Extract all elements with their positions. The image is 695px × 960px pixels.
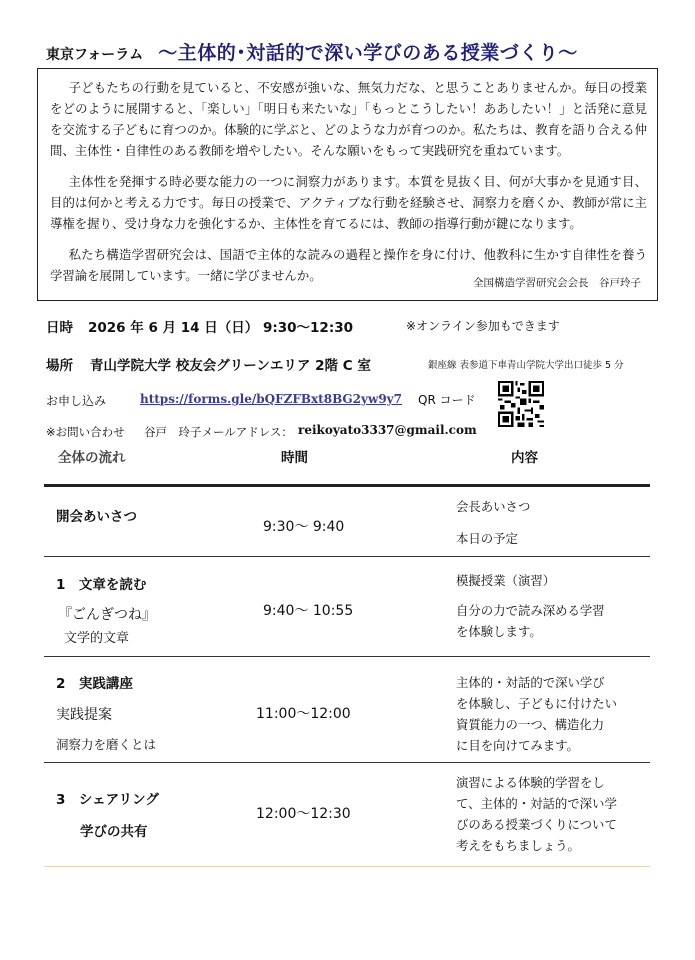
row4-content-line: 演習による体験的学習をし bbox=[456, 775, 605, 790]
row3-content-line: に目を向けてみます。 bbox=[456, 738, 579, 753]
row1-content bbox=[456, 496, 530, 549]
row2-content-line: を体験します。 bbox=[456, 624, 542, 639]
row3-note: 洞察力を磨くとは bbox=[56, 737, 157, 752]
row2-note: 文学的文章 bbox=[64, 631, 130, 646]
header-time: 時間 bbox=[281, 450, 308, 466]
table-bottom-rule bbox=[44, 866, 650, 867]
row-divider bbox=[44, 556, 650, 557]
row2-subtitle: 『ごんぎつね』 bbox=[58, 607, 156, 623]
row2-content bbox=[456, 570, 605, 642]
row1-time: 9:30〜 9:40 bbox=[263, 519, 345, 535]
row3-content-line: 資質能力の一つ、構造化力 bbox=[456, 717, 605, 732]
intro-box bbox=[37, 68, 658, 301]
row1-content-line: 本日の予定 bbox=[456, 531, 518, 546]
contact-name: 谷戸 玲子メールアドレス： bbox=[144, 425, 293, 439]
header-flow: 全体の流れ bbox=[58, 450, 126, 466]
intro-paragraph-1: 子どもたちの行動を見ていると、不安感が強いな、無気力だな、と思うことありませんか。毎日の授業をどのように展開すると、「楽しい」「明日も来たいな」「もっとこうしたい！ああしたい！」と活発に意見を交流する子どもに育つのか。体験的に学ぶと、どのような力が育つのか。私たちは、教育を語り合える仲間、主体性・自律性のある教師を増やしたい。そんな願いをもって実践研究を重ねています。 bbox=[50, 80, 647, 158]
row4-subtitle: 学びの共有 bbox=[80, 824, 148, 840]
header-content: 内容 bbox=[511, 450, 538, 466]
apply-link[interactable]: https://forms.gle/bQFZFBxt8BG2yw9y7 bbox=[140, 392, 403, 406]
row3-subtitle: 実践提案 bbox=[56, 707, 112, 723]
row4-content-line: びのある授業づくりについて bbox=[456, 817, 617, 832]
date-value: 2026 年 6 月 14 日（日） 9:30〜12:30 bbox=[88, 320, 354, 336]
intro-paragraph-3: 私たち構造学習研究会は、国語で主体的な読みの過程と操作を身に付け、他教科に生かす自律性を養う学習論を展開しています。一緒に学びませんか。 bbox=[50, 247, 647, 283]
row2-title: 1 文章を読む bbox=[56, 577, 147, 593]
forum-name: 東京フォーラム bbox=[46, 47, 144, 63]
row3-content-line: を体験し、子どもに付けたい bbox=[456, 696, 618, 711]
row4-content-line: 考えをもちましょう。 bbox=[456, 838, 580, 853]
qr-code-icon[interactable] bbox=[498, 381, 544, 427]
row4-content-line: て、主体的・対話的で深い学 bbox=[456, 796, 617, 811]
row3-content-line: 主体的・対話的で深い学び bbox=[456, 675, 605, 690]
row2-content-line: 自分の力で読み深める学習 bbox=[456, 603, 605, 618]
contact-label: ※お問い合わせ bbox=[46, 425, 125, 439]
row4-title: 3 シェアリング bbox=[56, 792, 159, 808]
place-label: 場所 bbox=[46, 358, 73, 374]
forum-title: 〜主体的･対話的で深い学びのある授業づくり〜 bbox=[158, 42, 578, 64]
row4-time: 12:00〜12:30 bbox=[256, 806, 351, 822]
contact-email[interactable]: reikoyato3337@gmail.com bbox=[298, 423, 477, 437]
access-note: 銀座線 表参道下車青山学院大学出口徒歩 5 分 bbox=[428, 360, 624, 371]
row1-content-line: 会長あいさつ bbox=[456, 499, 531, 514]
row-divider bbox=[44, 762, 650, 763]
signature: 全国構造学習研究会会長 谷戸玲子 bbox=[473, 277, 641, 289]
row2-content-line: 模擬授業（演習） bbox=[456, 573, 556, 588]
intro-paragraph-2: 主体性を発揮する時必要な能力の一つに洞察力があります。本質を見抜く目、何が大事かを見通す目、目的は何かと考える力です。毎日の授業で、アクティブな行動を経験させ、洞察力を磨くか、教師が常に主導権を握り、受け身な力を強化するか、主体性を育てるには、教師の指導行動が鍵になります。 bbox=[50, 174, 647, 231]
row3-title: 2 実践講座 bbox=[56, 676, 133, 692]
date-label: 日時 bbox=[46, 320, 73, 336]
place-value: 青山学院大学 校友会グリーンエリア 2階 C 室 bbox=[90, 358, 371, 374]
table-top-rule bbox=[44, 484, 650, 487]
row1-title: 開会あいさつ bbox=[56, 509, 137, 525]
page-title bbox=[46, 38, 578, 65]
row2-time: 9:40〜 10:55 bbox=[263, 603, 354, 619]
qr-label: QR コード bbox=[418, 393, 476, 407]
row4-content bbox=[456, 772, 617, 856]
apply-label: お申し込み bbox=[46, 394, 107, 408]
row3-content bbox=[456, 672, 617, 756]
online-note: ※オンライン参加もできます bbox=[406, 319, 560, 333]
row3-time: 11:00〜12:00 bbox=[256, 706, 351, 722]
row-divider bbox=[44, 656, 650, 657]
